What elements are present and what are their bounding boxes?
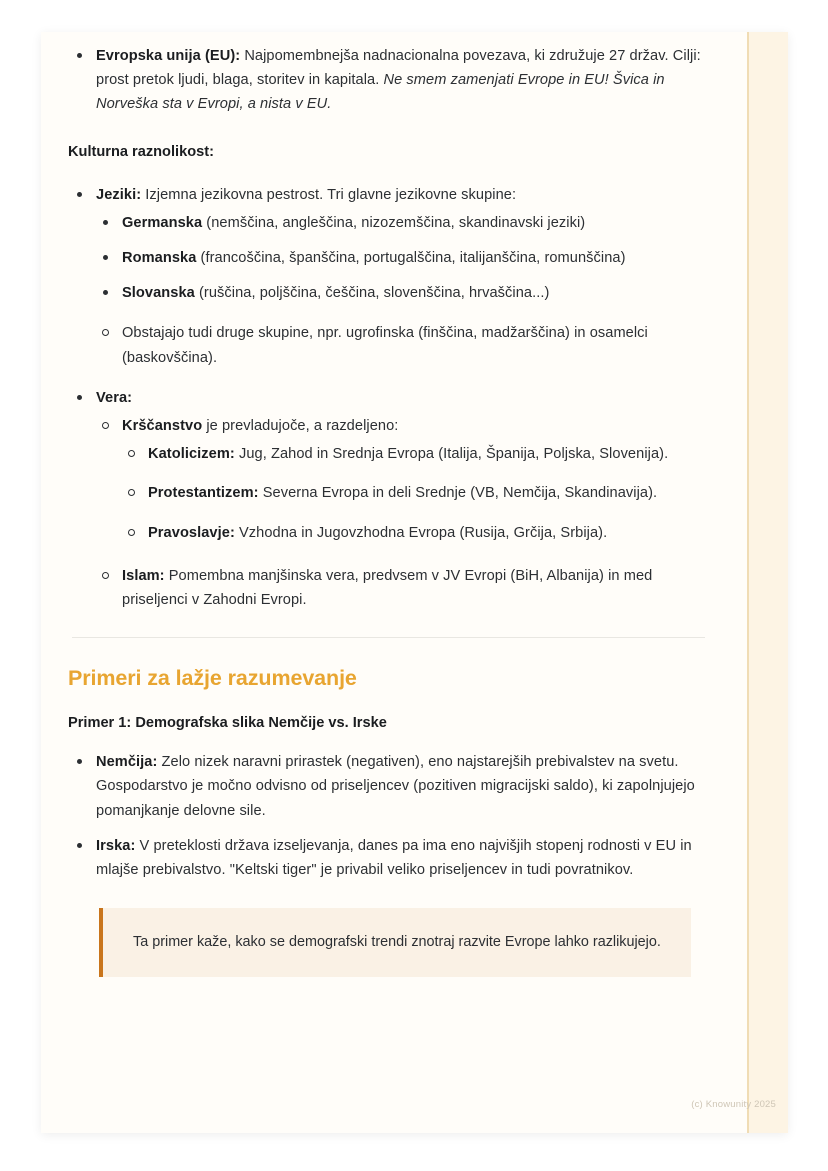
list-item-religion (68, 386, 709, 612)
languages-spacer (68, 164, 709, 183)
examples-subheading: Primer 1: Demografska slika Nemčije vs. Irske (68, 715, 387, 732)
other-groups-text: Obstajajo tudi druge skupine, npr. ugrofinska (finščina, madžarščina) in osamelci (baskovščina). (122, 325, 648, 366)
bullet-disc-icon (77, 53, 82, 58)
example-text: Zelo nizek naravni prirastek (negativen), eno najstarejših prebivalstev na svetu. Gospodarstvo je močno odvisno od priseljencev (pozitiven migracijski saldo), ki zapolnjujejo pomanjkanje delovne sile. (96, 754, 695, 819)
branch-term: Katolicizem: (148, 446, 235, 463)
list-item (68, 44, 709, 117)
language-group-term: Germanska (122, 214, 203, 231)
language-group-term: Slovanska (122, 285, 195, 302)
branch-term: Protestantizem: (148, 485, 259, 502)
bullet-disc-icon (77, 395, 82, 400)
language-group-body (122, 285, 549, 301)
bullet-circle-icon (128, 529, 135, 536)
branch-term: Pravoslavje: (148, 524, 235, 541)
list-item-languages (68, 183, 709, 370)
example-term: Irska: (96, 837, 136, 854)
languages-text: Izjemna jezikovna pestrost. Tri glavne jezikovne skupine: (141, 186, 517, 203)
culture-heading: Kulturna raznolikost: (68, 143, 214, 160)
list-item-christianity (96, 414, 709, 545)
bullet-circle-icon (102, 572, 109, 579)
languages-body (96, 187, 516, 203)
list-item (122, 481, 709, 505)
example-term: Nemčija: (96, 754, 158, 771)
bullet-disc-icon (77, 759, 82, 764)
examples-spacer (68, 731, 709, 750)
document-page (41, 32, 788, 1133)
eu-emphasis: Ne smem zamenjati Evrope in EU! Švica in Norveška sta v Evropi, a nista v EU. (96, 72, 665, 113)
branch-body (148, 485, 657, 501)
callout-text: Ta primer kaže, kako se demografski trendi znotraj razvite Evrope lahko razlikujejo. (133, 934, 661, 951)
bullet-disc-icon (77, 192, 82, 197)
culture-list (68, 183, 709, 613)
list-item (96, 246, 709, 270)
list-item (68, 834, 709, 882)
culture-spacer (68, 121, 709, 140)
christianity-body (122, 418, 398, 434)
branch-body (148, 525, 607, 541)
religion-list (96, 414, 709, 612)
eu-text: Najpomembnejša nadnacionalna povezava, ki združuje 27 držav. Cilji: prost pretok ljudi, blaga, storitev in kapitala. (96, 48, 701, 89)
branch-text: Vzhodna in Jugovzhodna Evropa (Rusija, Grčija, Srbija). (234, 524, 608, 541)
page-edge-decoration (749, 32, 788, 1133)
language-group-text: (ruščina, poljščina, češčina, slovenščina, hrvaščina...) (194, 285, 550, 302)
islam-term: Islam: (122, 567, 165, 584)
bullet-circle-icon (128, 489, 135, 496)
christianity-branches-list (122, 442, 709, 545)
language-group-body (122, 250, 626, 266)
islam-text: Pomembna manjšinska vera, predvsem v JV Evropi (BiH, Albanija) in med priseljenci v Zahodni Evropi. (122, 567, 653, 609)
list-item-other-groups (96, 321, 709, 369)
language-group-text: (nemščina, angleščina, nizozemščina, skandinavski jeziki) (202, 214, 586, 231)
christianity-term: Krščanstvo (122, 418, 203, 435)
bullet-circle-icon (102, 422, 109, 429)
examples-list (68, 750, 709, 882)
list-item (122, 442, 709, 466)
eu-bullet-body (96, 48, 701, 112)
list-item (122, 521, 709, 545)
eu-list (68, 44, 709, 117)
religion-body (96, 390, 132, 406)
bullet-disc-icon (103, 255, 108, 260)
bullet-disc-icon (103, 290, 108, 295)
section-divider (72, 637, 705, 638)
language-group-body (122, 215, 585, 231)
list-item (96, 211, 709, 235)
examples-heading: Primeri za lažje razumevanje (68, 666, 357, 691)
branch-body (148, 446, 668, 462)
list-item (68, 750, 709, 823)
bullet-circle-icon (102, 329, 109, 336)
christianity-text: je prevladujoče, a razdeljeno: (202, 418, 399, 435)
example-body (96, 838, 692, 878)
language-groups-list (96, 211, 709, 370)
eu-term: Evropska unija (EU): (96, 48, 241, 64)
islam-body (122, 568, 652, 608)
religion-term: Vera: (96, 389, 133, 406)
languages-term: Jeziki: (96, 186, 142, 203)
list-item (96, 281, 709, 305)
bullet-disc-icon (103, 220, 108, 225)
bullet-circle-icon (128, 450, 135, 457)
page-content (41, 32, 749, 1133)
branch-text: Jug, Zahod in Srednja Evropa (Italija, Španija, Poljska, Slovenija). (234, 446, 669, 463)
top-spacer (68, 32, 709, 44)
example-text: V preteklosti država izseljevanja, danes pa ima eno najvišjih stopenj rodnosti v EU in mlajše prebivalstvo. "Keltski tiger" je privabil veliko priseljencev in tudi povratnikov. (96, 837, 692, 879)
example-body (96, 754, 695, 818)
language-group-text: (francoščina, španščina, portugalščina, italijanščina, romunščina) (196, 250, 626, 267)
list-item-islam (96, 564, 709, 612)
branch-text: Severna Evropa in deli Srednje (VB, Nemčija, Skandinavija). (258, 485, 658, 502)
footer-credit: (c) Knowunity 2025 (691, 1099, 776, 1110)
bullet-disc-icon (77, 843, 82, 848)
language-group-term: Romanska (122, 250, 197, 267)
callout-box (99, 908, 691, 977)
